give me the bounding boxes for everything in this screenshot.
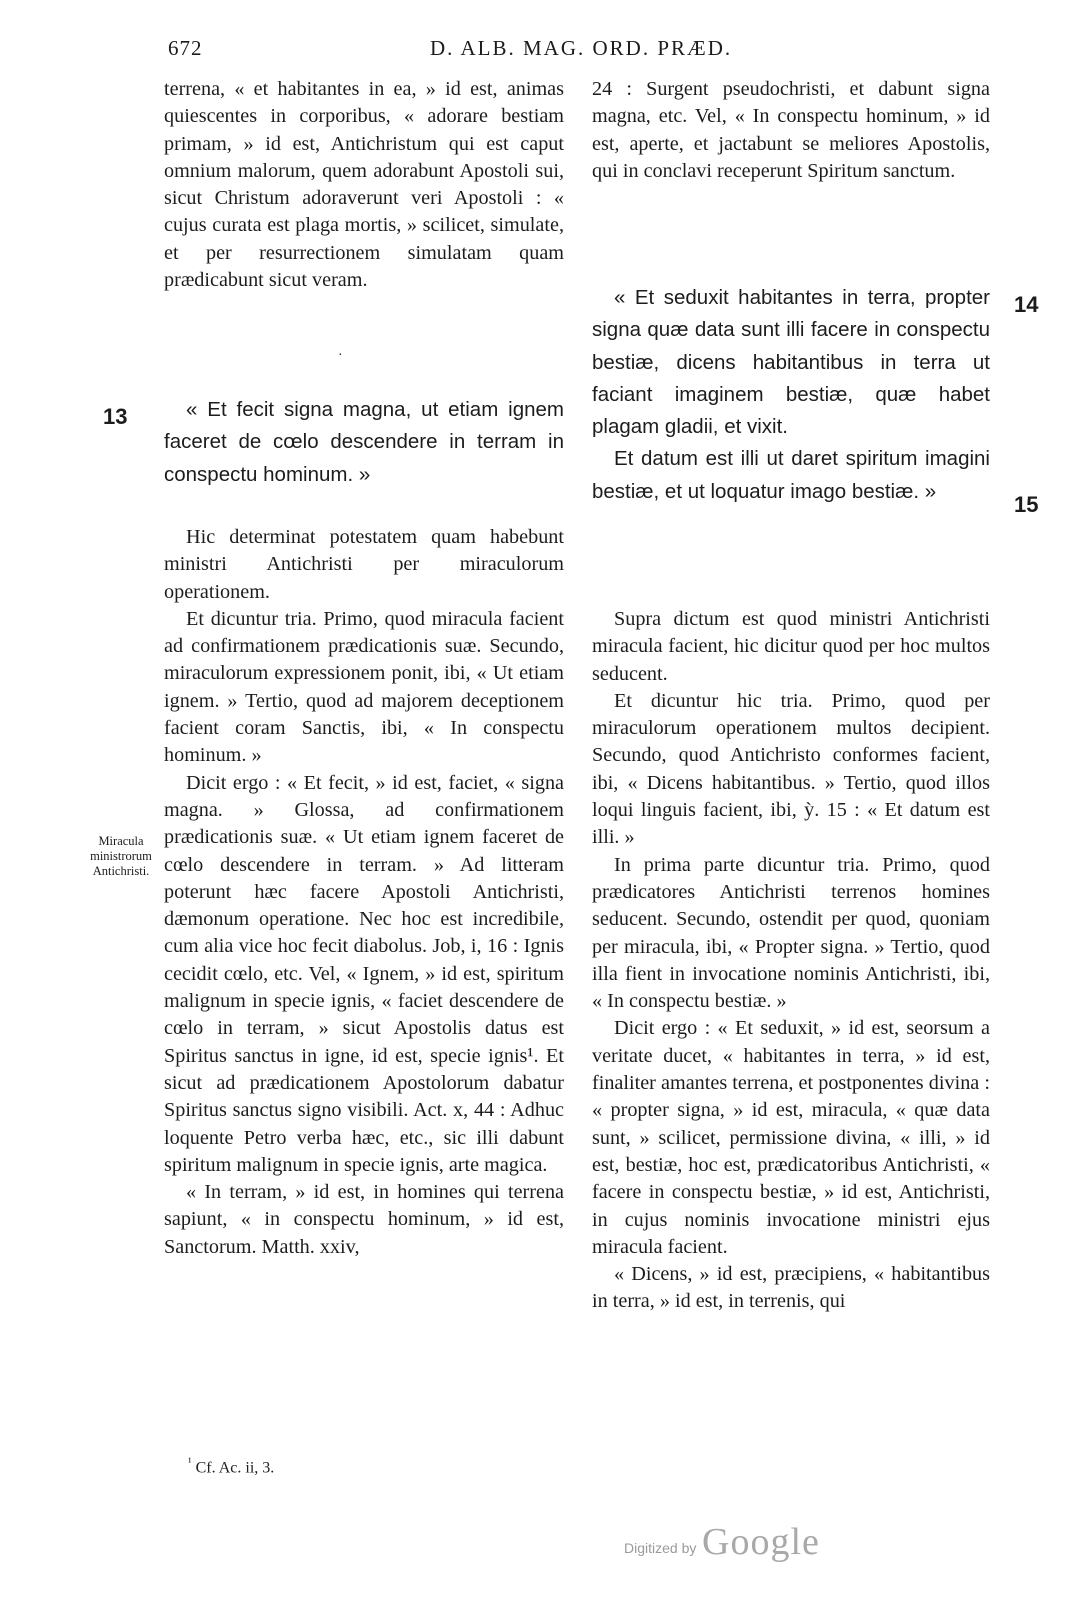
verse-14-text: « Et seduxit habitantes in terra, propter signa quæ data sunt illi facere in conspectu bestiæ, dicens habitantibus in terra ut faciant imaginem bestiæ, quæ habet plagam gladii, et vixit. bbox=[592, 286, 990, 439]
verse-number-13: 13 bbox=[103, 404, 128, 429]
left-column-top bbox=[164, 76, 564, 294]
footnote bbox=[188, 1455, 274, 1477]
left-paragraph-2: Hic determinat potestatem quam habebunt ministri Antichristi per miraculorum operationem. bbox=[164, 526, 564, 603]
digitized-by-google-watermark bbox=[624, 1520, 854, 1570]
footnote-text: Cf. Ac. ii, 3. bbox=[195, 1459, 275, 1477]
left-paragraph-5: « In terram, » id est, in homines qui terrena sapiunt, « in conspectu hominum, » id est, Sanctorum. Matth. xxiv, bbox=[164, 1181, 564, 1258]
right-column-commentary bbox=[592, 606, 990, 1316]
right-paragraph-6: « Dicens, » id est, præcipiens, « habitantibus in terra, » id est, in terrenis, qui bbox=[592, 1263, 990, 1313]
verse-13-text: « Et fecit signa magna, ut etiam ignem faceret de cœlo descendere in terram in conspectu hominum. » bbox=[164, 398, 564, 486]
watermark-prefix: Digitized by bbox=[624, 1540, 697, 1556]
google-logo: Google bbox=[702, 1521, 820, 1563]
running-title: D. ALB. MAG. ORD. PRÆD. bbox=[430, 36, 733, 60]
right-paragraph-5: Dicit ergo : « Et seduxit, » id est, seorsum a veritate ducet, « habitantes in terra, » id est, finaliter amantes terrena, et postponentes divina : « propter signa, » id est, miracula, « quæ data sunt, » scilicet, permissione divina, « illi, » id est, bestiæ, hoc est, prædicatoribus Antichristi, « facere in conspectu bestiæ, » id est, Antichristi, in cujus nominis invocatione ministri ejus miracula facient. bbox=[592, 1017, 990, 1258]
left-paragraph-4: Dicit ergo : « Et fecit, » id est, faciet, « signa magna. » Glossa, ad confirmationem prædicationis suæ. « Ut etiam ignem faceret de cœlo descendere in terram. » Ad litteram poterunt hæc facere Apostoli Antichristi, dæmonum operatione. Nec hoc est incredibile, cum alia vice hoc fecit diabolus. Job, i, 16 : Ignis cecidit cœlo, etc. Vel, « Ignem, » id est, spiritum malignum in specie ignis, « faciet descendere de cœlo in terram, » sicut Apostolis datus est Spiritus sanctus in igne, id est, specie ignis¹. Et sicut ad prædicationem Apostolorum dabatur Spiritus sanctus signo visibili. Act. x, 44 : Adhuc loquente Petro verba hæc, etc., sic illi dabunt spiritum malignum in specie ignis, arte magica. bbox=[164, 771, 564, 1176]
right-column-top bbox=[592, 76, 990, 185]
left-verse-block bbox=[164, 394, 564, 491]
left-paragraph-3: Et dicuntur tria. Primo, quod miracula facient ad confirmationem prædicationis suæ. Secundo, miraculorum expressionem ponit, ibi, « Ut etiam ignem. » Tertio, quod ad majorem deceptionem facient coram Sanctis, ibi, « In conspectu hominum. » bbox=[164, 607, 564, 767]
footnote-mark: ¹ bbox=[188, 1455, 192, 1469]
right-paragraph-2: Supra dictum est quod ministri Antichristi miracula facient, hic dicitur quod per hoc multos seducent. bbox=[592, 608, 990, 685]
left-column-commentary bbox=[164, 524, 564, 1261]
verse-number-14: 14 bbox=[1014, 292, 1039, 317]
right-verse-block bbox=[592, 282, 990, 508]
right-paragraph-1: 24 : Surgent pseudochristi, et dabunt signa magna, etc. Vel, « In conspectu hominum, » id est, aperte, et jactabunt se meliores Apostolis, qui in conclavi receperunt Spiritum sanctum. bbox=[592, 78, 990, 182]
running-header bbox=[0, 36, 1074, 66]
verse-number-15: 15 bbox=[1014, 492, 1039, 517]
margin-note: Miracula ministrorum Antichristi. bbox=[90, 834, 152, 878]
verse-15-text: Et datum est illi ut daret spiritum imagini bestiæ, et ut loquatur imago bestiæ. » bbox=[592, 447, 990, 503]
page-number: 672 bbox=[168, 36, 203, 60]
left-paragraph-1: terrena, « et habitantes in ea, » id est, animas quiescentes in corporibus, « adorare bestiam primam, » id est, Antichristum qui est caput omnium malorum, quem adorabunt Apostoli sui, sicut Christum adoraverunt veri Apostoli : « cujus curata est plaga mortis, » scilicet, simulate, et per resurrectionem simulatam quam prædicabunt sicut veram. bbox=[164, 78, 564, 292]
right-paragraph-4: In prima parte dicuntur tria. Primo, quod prædicatores Antichristi terrenos homines seducent. Secundo, ostendit per quod, quoniam per miracula, ibi, « Propter signa. » Tertio, quod illa fient in invocatione nominis Antichristi, ibi, « In conspectu bestiæ. » bbox=[592, 853, 990, 1013]
right-paragraph-3: Et dicuntur hic tria. Primo, quod per miraculorum operationem multos decipient. Secundo, quod Antichristo conformes facient, ibi, « Dicens habitantibus. » Tertio, quod illos loqui linguis facient, ibi, ỳ. 15 : « Et datum est illi. » bbox=[592, 689, 990, 849]
gap-dot: · bbox=[338, 348, 343, 363]
